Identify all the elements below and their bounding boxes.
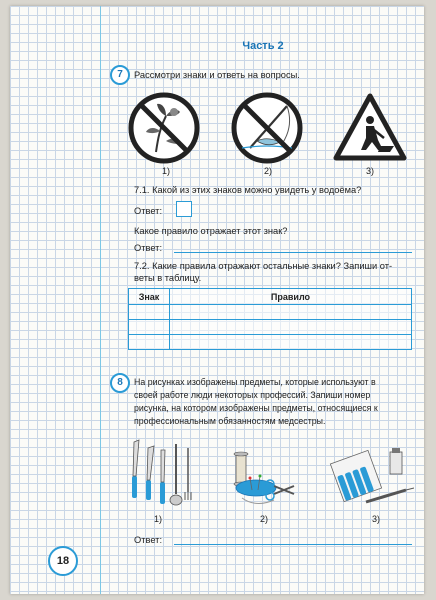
- tool-label-3: 3): [372, 514, 381, 524]
- table-cell-rule[interactable]: [170, 305, 412, 320]
- sign-label-3: 3): [366, 166, 375, 176]
- task-8-line-3: рисунка, на котором изображены предметы, относящиеся к: [134, 403, 378, 413]
- tool-label-2: 2): [260, 514, 269, 524]
- answer-label-7-1-rule: Ответ:: [134, 243, 163, 253]
- task-8-number: 8: [110, 373, 130, 393]
- column-header-rule: Правило: [170, 289, 412, 305]
- column-header-sign: Знак: [129, 289, 170, 305]
- rule-question: Какое правило отражает этот знак?: [134, 226, 288, 236]
- answer-line-8[interactable]: [174, 544, 412, 545]
- sewing-kit-icon: [234, 452, 294, 504]
- table-row: [129, 305, 412, 320]
- task-8-line-4: профессиональным обязанностям медсестры.: [134, 416, 326, 426]
- answer-label-7-1: Ответ:: [134, 206, 163, 216]
- task-7-prompt: Рассмотри знаки и ответь на вопросы.: [134, 70, 300, 80]
- tools-row: [124, 436, 414, 526]
- question-7-2-line1: 7.2. Какие правила отражают остальные знаки? Запиши от-: [134, 261, 393, 271]
- no-flower-picking-sign: [131, 95, 197, 161]
- question-7-1: 7.1. Какой из этих знаков можно увидеть у водоёма?: [134, 185, 362, 195]
- margin-line: [100, 6, 101, 594]
- kitchen-knives-icon: [132, 440, 191, 505]
- table-cell-sign[interactable]: [129, 305, 170, 320]
- task-7-number: 7: [110, 65, 130, 85]
- answer-label-8: Ответ:: [134, 535, 163, 545]
- question-7-2-line2: веты в таблицу.: [134, 273, 202, 283]
- medical-supplies-icon: [330, 448, 414, 502]
- answer-box-7-1[interactable]: [176, 201, 192, 217]
- table-cell-sign[interactable]: [129, 335, 170, 350]
- table-cell-rule[interactable]: [170, 335, 412, 350]
- task-8-line-1: На рисунках изображены предметы, которые используют в: [134, 377, 376, 387]
- part-title: Часть 2: [242, 40, 284, 52]
- sign-label-2: 2): [264, 166, 273, 176]
- page-content: [110, 6, 416, 594]
- table-cell-rule[interactable]: [170, 320, 412, 335]
- tool-label-1: 1): [154, 514, 163, 524]
- table-row: [129, 335, 412, 350]
- answer-line-7-1-rule[interactable]: [174, 252, 412, 253]
- rules-table-header: [129, 289, 412, 305]
- no-fishing-sign: [234, 95, 300, 161]
- table-row: [129, 320, 412, 335]
- sign-label-1: 1): [162, 166, 171, 176]
- workbook-page: [10, 6, 424, 594]
- road-works-sign: [336, 96, 404, 158]
- task-8-line-2: своей работе люди некоторых профессий. Запиши номер: [134, 390, 371, 400]
- page-number: 18: [48, 546, 78, 576]
- rules-table: [128, 288, 412, 350]
- table-cell-sign[interactable]: [129, 320, 170, 335]
